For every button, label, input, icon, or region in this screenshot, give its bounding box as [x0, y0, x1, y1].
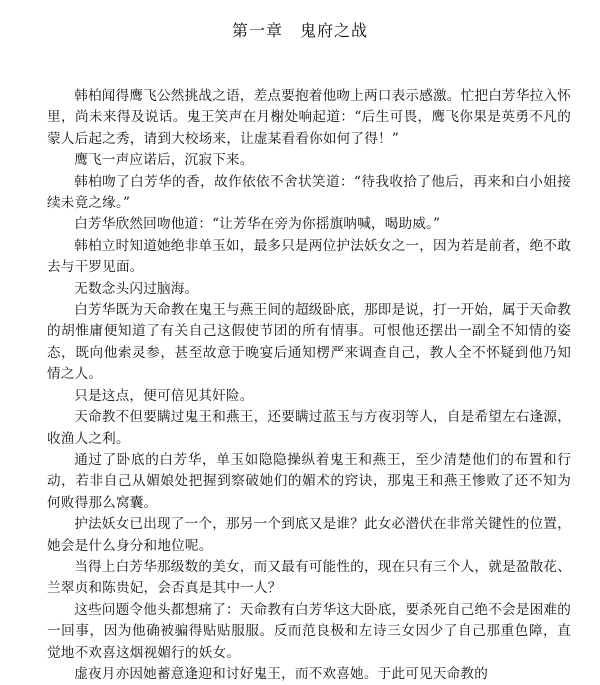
body-text [47, 86, 571, 685]
chapter-title: 第一章 鬼府之战 [231, 21, 368, 40]
paragraph: 通过了卧底的白芳华，单玉如隐隐操纵着鬼王和燕王，至少清楚他们的布置和行动，若非自己从媚娘处把握到察破她们的媚术的窍诀，那鬼王和燕王惨败了还不知为何败得那么窝囊。 [47, 451, 571, 511]
paragraph: 韩柏闻得鹰飞公然挑战之语，差点要抱着他吻上两口表示感激。忙把白芳华拉入怀里，尚未来得及说话。鬼王笑声在月榭处响起道：“后生可畏，鹰飞你果是英勇不凡的蒙人后起之秀，请到大校场来，让虚某看看你如何了得！” [47, 88, 571, 147]
paragraph: 白芳华欣然回吻他道：“让芳华在旁为你摇旗呐喊，喝助威。” [74, 216, 441, 233]
paragraph: 护法妖女已出现了一个，那另一个到底又是谁？此女必潜伏在非常关键性的位置，她会是什么身分和地位呢。 [47, 516, 571, 554]
paragraph: 当得上白芳华那级数的美女，而又最有可能性的，现在只有三个人，就是盈散花、兰翠贞和陈贵妃，会否真是其中一人？ [47, 558, 571, 597]
paragraph: 这些问题令他头都想痛了：天命教有白芳华这大卧底，要杀死自己绝不会是困难的一回事，因为他确被骗得贴贴服服。反而范良极和左诗三女因少了自己那重色障，直觉地不欢喜这烟视媚行的妖女。 [47, 601, 571, 661]
paragraph: 天命教不但要瞒过鬼王和燕王，还要瞒过蓝玉与方夜羽等人，自是希望左右逢源，收渔人之利。 [47, 409, 571, 447]
paragraph: 白芳华既为天命教在鬼王与燕王间的超级卧底，那即是说，打一开始，属于天命教的胡惟庸便知道了有关自己这假使节团的所有情事。可恨他还摆出一副全不知情的姿态，既向他索灵参，甚至故意于晚宴后通知楞严来调查自己，教人全不怀疑到他乃知情之人。 [47, 302, 571, 383]
paragraph: 只是这点，便可倍见其奸险。 [74, 387, 254, 404]
paragraph: 虚夜月亦因她蓄意逢迎和讨好鬼王，而不欢喜她。于此可见天命教的 [74, 665, 488, 682]
paragraph: 鹰飞一声应诺后，沉寂下来。 [74, 152, 254, 169]
paragraph: 韩柏立时知道她绝非单玉如，最多只是两位护法妖女之一，因为若是前者，绝不敢去与干罗见面。 [47, 237, 571, 276]
paragraph: 韩柏吻了白芳华的香，故作依依不舍状笑道：“待我收拾了他后，再来和白小姐接续未竟之缘。” [47, 173, 571, 212]
paragraph: 无数念头闪过脑海。 [74, 280, 199, 297]
